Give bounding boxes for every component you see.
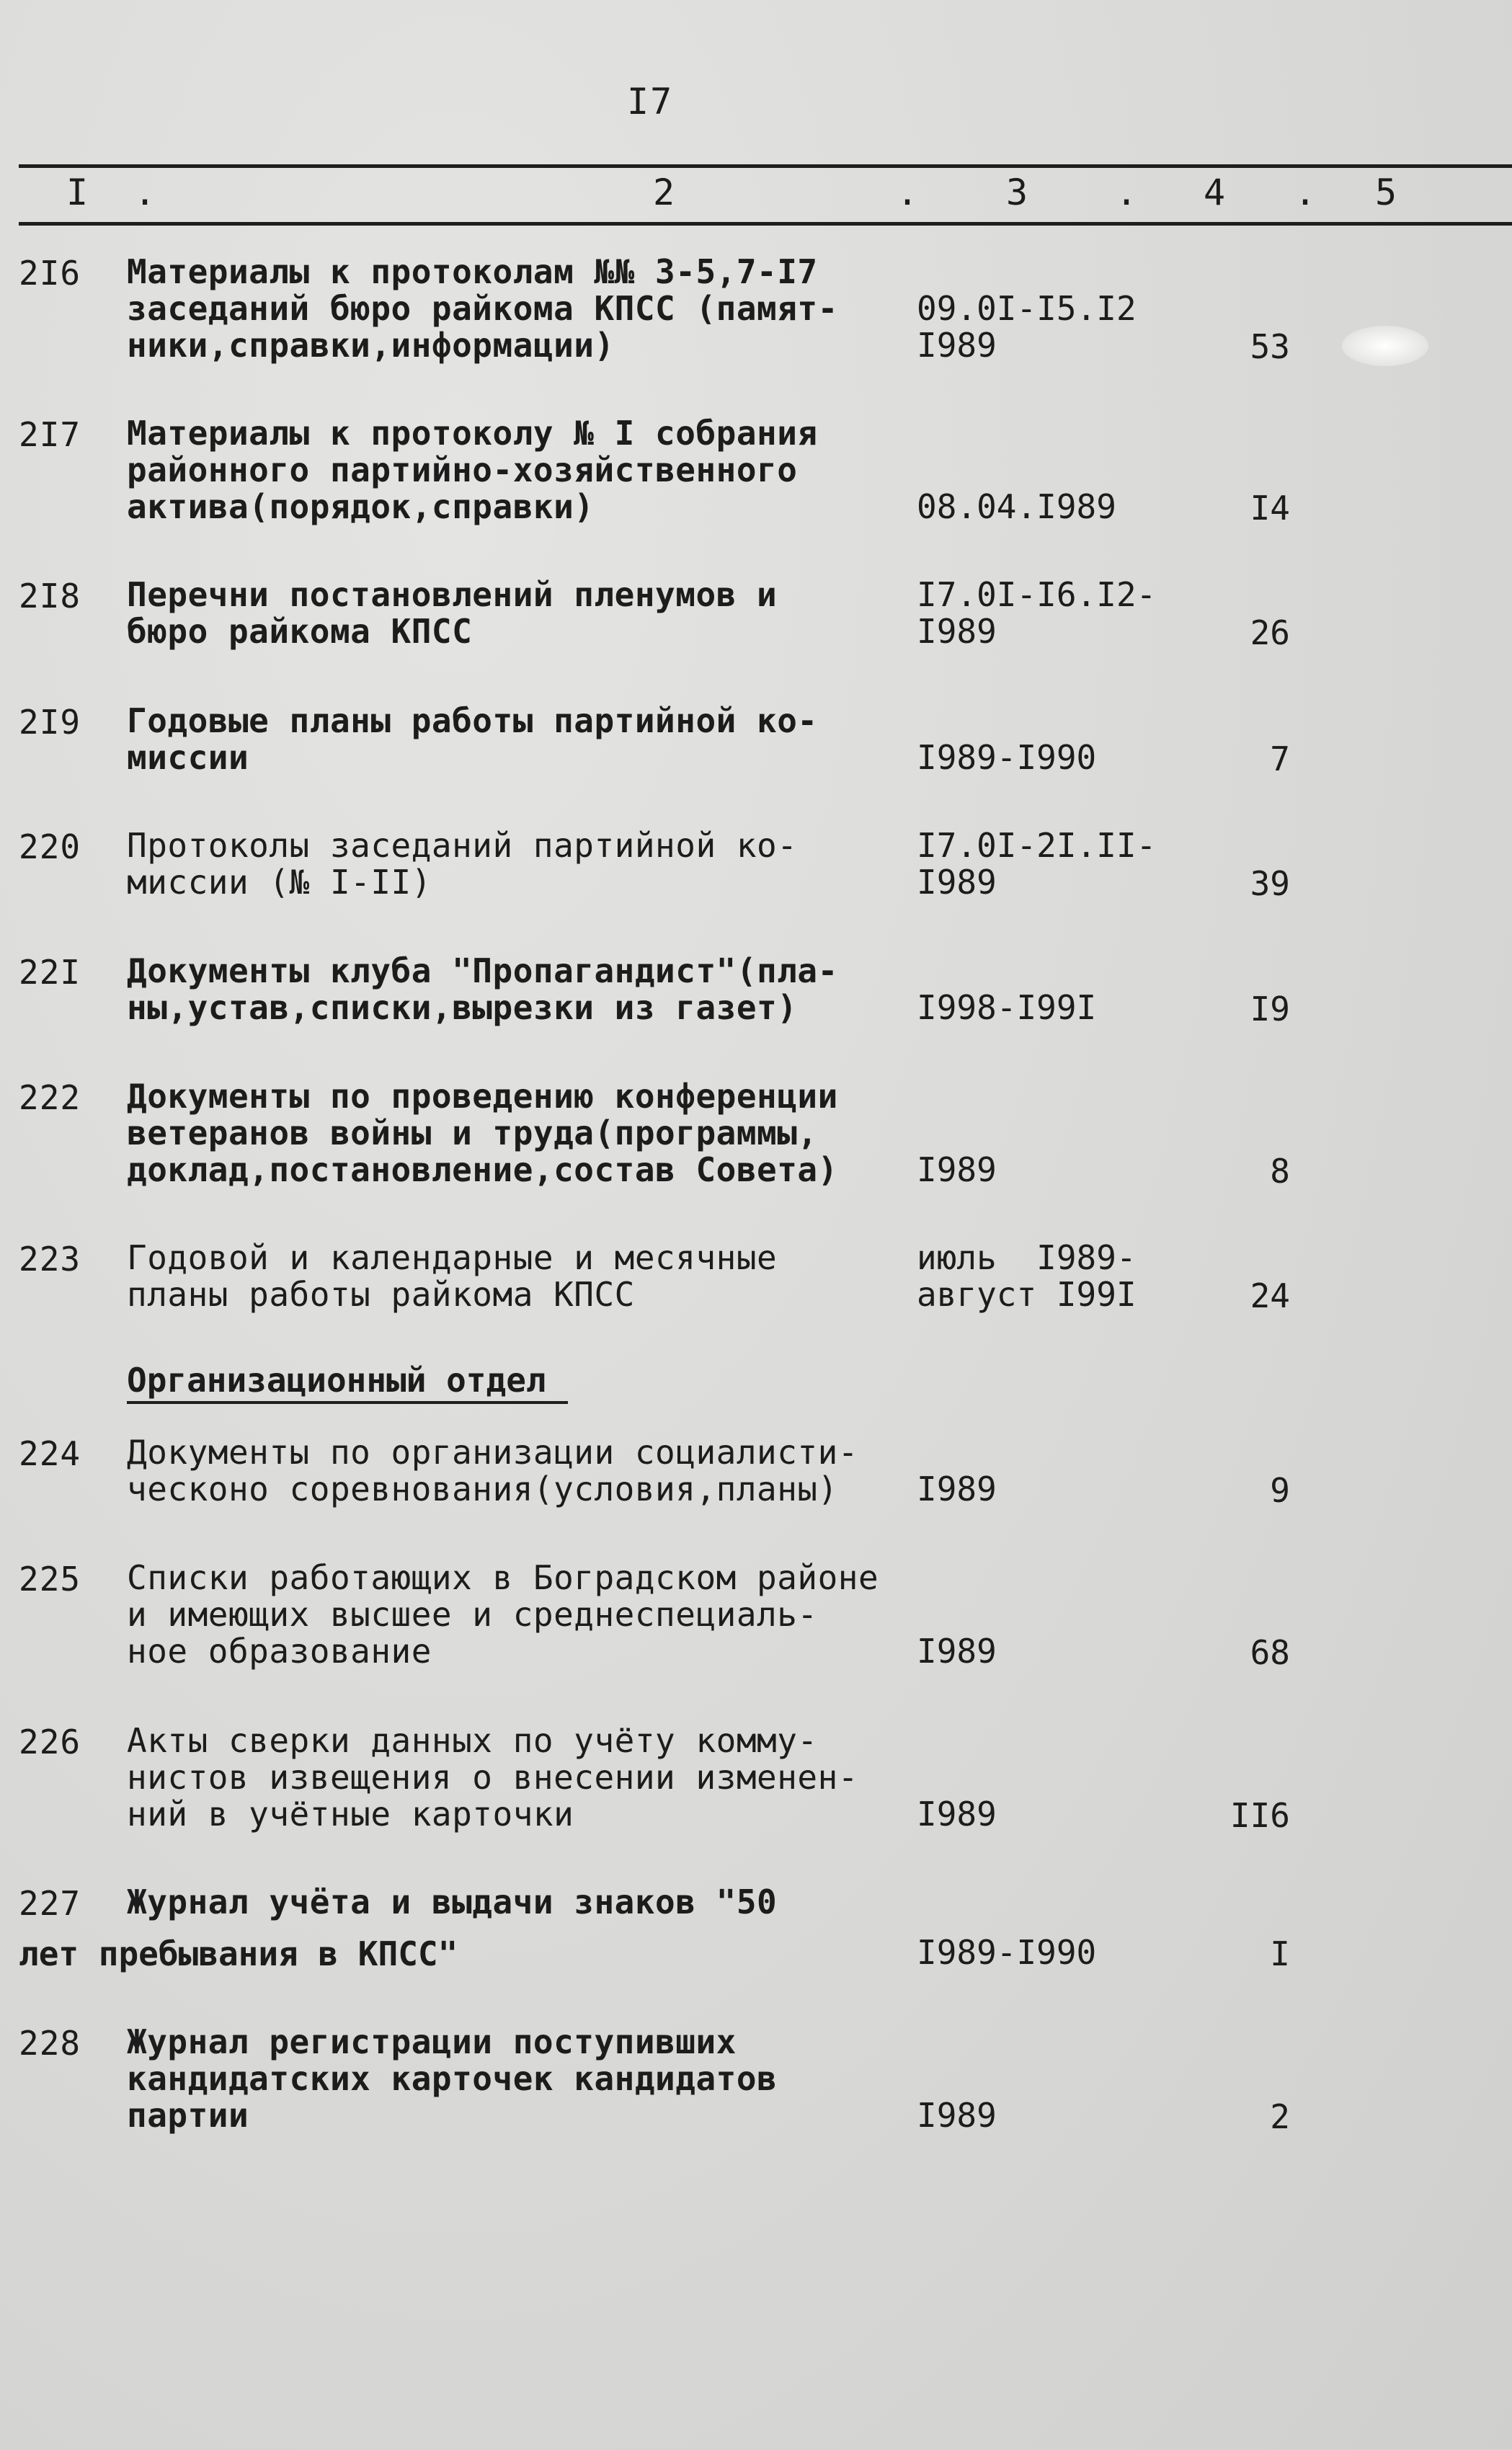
column-separator: . bbox=[1294, 172, 1317, 213]
item-sheets: 9 bbox=[1270, 1471, 1290, 1510]
item-title: Документы клуба "Пропагандист"(пла- ны,устав,списки,вырезки из газет) bbox=[127, 951, 838, 1027]
column-header-5: 5 bbox=[1375, 172, 1397, 213]
item-title: Акты сверки данных по учёту комму- нистов извещения о внесении изменен- ний в учётные карточки bbox=[127, 1721, 858, 1834]
item-title: Журнал регистрации поступивших кандидатских карточек кандидатов партии bbox=[127, 2022, 778, 2135]
item-dates: I989 bbox=[917, 1470, 997, 1508]
item-dates: I7.0I-I6.I2- I989 bbox=[917, 575, 1157, 651]
item-dates: I989 bbox=[917, 1795, 997, 1834]
item-sheets: I bbox=[1270, 1934, 1290, 1973]
item-title: Перечни постановлений пленумов и бюро райкома КПСС bbox=[127, 575, 778, 651]
item-sheets: 26 bbox=[1250, 613, 1290, 652]
paper-smudge bbox=[1342, 326, 1428, 366]
item-title: Материалы к протоколам №№ 3-5,7-I7 заседаний бюро райкома КПСС (памят- ники,справки,информации) bbox=[127, 252, 838, 365]
item-title: Материалы к протоколу № I собрания районного партийно-хозяйственного актива(порядок,справки) bbox=[127, 414, 818, 526]
item-number: 2I6 bbox=[19, 254, 81, 293]
item-dates: 08.04.I989 bbox=[917, 487, 1116, 526]
item-number: 2I9 bbox=[19, 703, 81, 742]
item-number: 226 bbox=[19, 1723, 81, 1761]
item-dates: I989-I990 bbox=[917, 1933, 1097, 1972]
item-title: Документы по организации социалисти- ческоно соревнования(условия,планы) bbox=[127, 1433, 858, 1508]
item-sheets: 53 bbox=[1250, 327, 1290, 366]
item-sheets: I9 bbox=[1250, 990, 1290, 1028]
item-title: Журнал учёта и выдачи знаков "50 bbox=[127, 1883, 778, 1921]
item-sheets: 2 bbox=[1270, 2097, 1290, 2136]
item-number: 2I8 bbox=[19, 577, 81, 615]
item-dates: июль I989- август I99I bbox=[917, 1238, 1137, 1314]
item-number: 2I7 bbox=[19, 415, 81, 454]
page-number: I7 bbox=[627, 81, 674, 123]
item-number: 228 bbox=[19, 2024, 81, 2063]
column-separator: . bbox=[134, 172, 156, 213]
item-dates: I7.0I-2I.II- I989 bbox=[917, 826, 1157, 902]
item-sheets: 68 bbox=[1250, 1633, 1290, 1672]
column-header-1: I bbox=[66, 172, 89, 213]
item-sheets: 24 bbox=[1250, 1276, 1290, 1315]
item-number: 22I bbox=[19, 953, 81, 992]
header-rule-bottom bbox=[19, 222, 1512, 226]
item-title-continued: лет пребывания в КПСС" bbox=[19, 1934, 458, 1973]
column-header-3: 3 bbox=[1006, 172, 1028, 213]
item-dates: I998-I99I bbox=[917, 988, 1097, 1027]
item-number: 224 bbox=[19, 1434, 81, 1473]
item-dates: 09.0I-I5.I2 I989 bbox=[917, 289, 1137, 365]
item-dates: I989 bbox=[917, 2096, 997, 2135]
item-sheets: 7 bbox=[1270, 739, 1290, 778]
item-title: Годовые планы работы партийной ко- миссии bbox=[127, 701, 818, 777]
item-title: Документы по проведению конференции ветеранов войны и труда(программы, доклад,постановление,состав Совета) bbox=[127, 1077, 838, 1189]
item-sheets: I4 bbox=[1250, 489, 1290, 528]
item-dates: I989 bbox=[917, 1150, 997, 1189]
column-header-2: 2 bbox=[653, 172, 675, 213]
section-heading: Организационный отдел bbox=[127, 1361, 568, 1404]
item-number: 225 bbox=[19, 1560, 81, 1599]
item-number: 227 bbox=[19, 1884, 81, 1923]
item-sheets: 39 bbox=[1250, 864, 1290, 903]
item-sheets: 8 bbox=[1270, 1152, 1290, 1191]
item-dates: I989-I990 bbox=[917, 738, 1097, 777]
column-separator: . bbox=[1116, 172, 1138, 213]
header-rule-top bbox=[19, 164, 1512, 168]
item-title: Списки работающих в Боградском районе и имеющих высшее и среднеспециаль- ное образование bbox=[127, 1558, 879, 1671]
item-number: 222 bbox=[19, 1078, 81, 1117]
column-separator: . bbox=[897, 172, 919, 213]
item-dates: I989 bbox=[917, 1632, 997, 1671]
item-sheets: II6 bbox=[1229, 1796, 1290, 1835]
item-title: Годовой и календарные и месячные планы работы райкома КПСС bbox=[127, 1238, 778, 1314]
item-number: 220 bbox=[19, 827, 81, 866]
item-title: Протоколы заседаний партийной ко- миссии (№ I-II) bbox=[127, 826, 798, 902]
item-number: 223 bbox=[19, 1240, 81, 1279]
column-header-4: 4 bbox=[1204, 172, 1226, 213]
